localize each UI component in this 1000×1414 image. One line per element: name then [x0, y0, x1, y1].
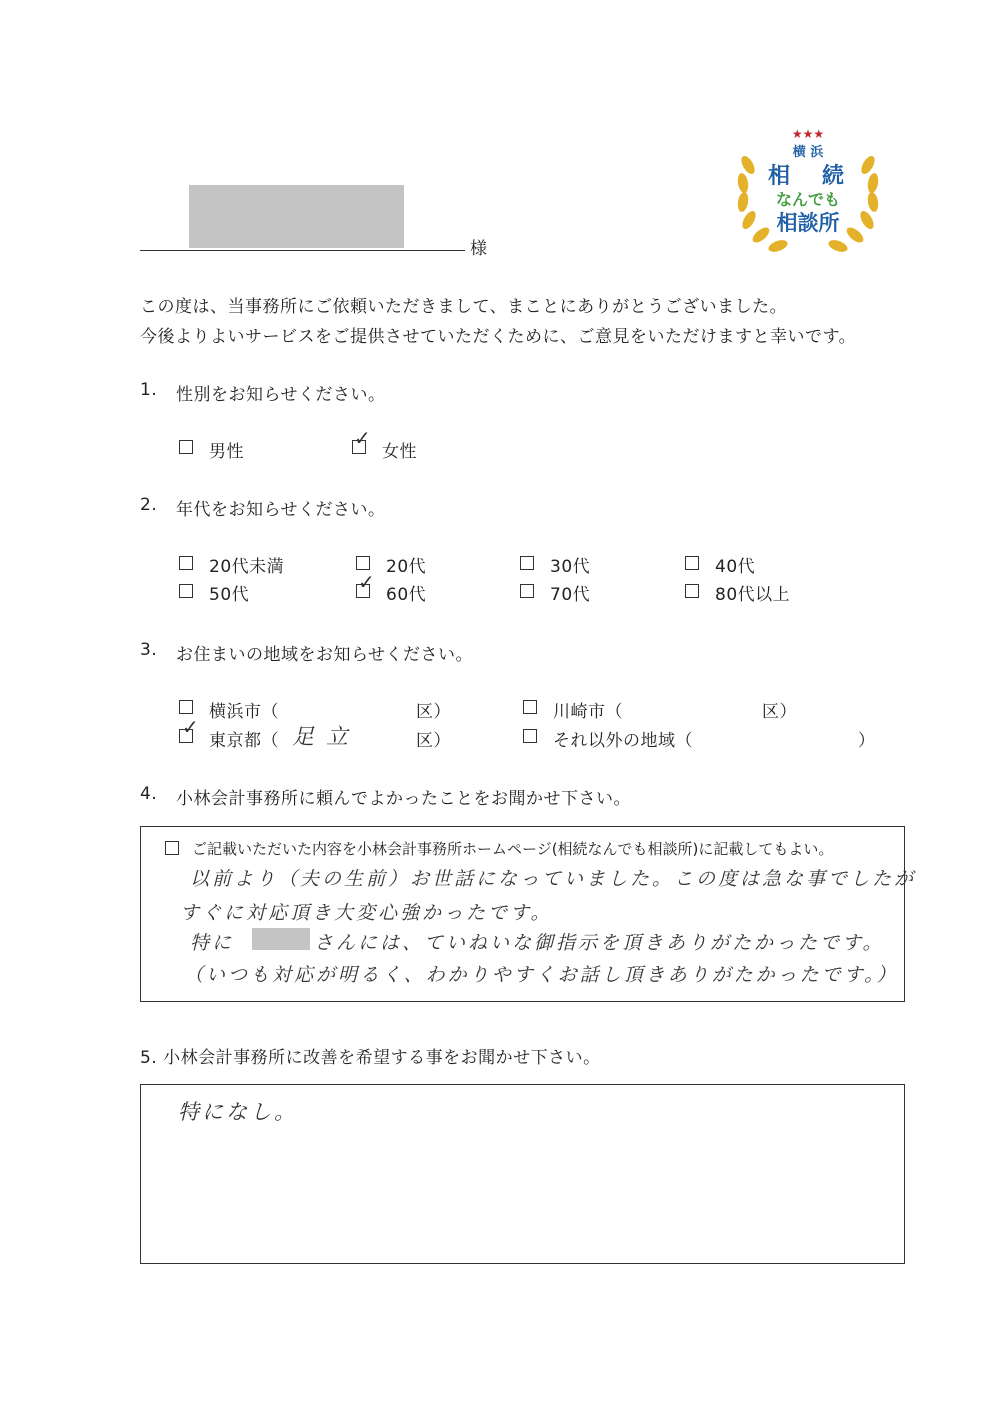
redacted-staff-name [252, 928, 310, 950]
tokyo-label: 東京都（ [209, 731, 279, 751]
q4-answer-line-3-prefix: 特に [190, 932, 235, 954]
checkbox-age-50s[interactable] [179, 584, 193, 598]
age-under20-label: 20代未満 [209, 557, 285, 577]
checkbox-age-80plus[interactable] [685, 584, 699, 598]
age-70s-label: 70代 [550, 585, 591, 605]
consent-label: ご記載いただいた内容を小林会計事務所ホームページ(相続なんでも相談所)に記載してもよい。 [192, 840, 834, 858]
q2-number: 2. [140, 495, 158, 515]
age-50s-label: 50代 [209, 585, 250, 605]
age-40s-label: 40代 [715, 557, 756, 577]
logo-line4: 相談所 [776, 211, 840, 235]
intro-line-2: 今後よりよいサービスをご提供させていただくために、ご意見をいただけますと幸いです。 [140, 327, 857, 347]
q4-title: 小林会計事務所に頼んでよかったことをお聞かせ下さい。 [176, 789, 631, 809]
checkbox-other-region[interactable] [523, 729, 537, 743]
checkbox-yokohama[interactable] [179, 700, 193, 714]
q4-answer-line-1: 以前より（夫の生前）お世話になっていました。この度は急な事でしたが [190, 868, 917, 890]
tokyo-ward: 区） [416, 731, 451, 751]
checkbox-age-30s[interactable] [520, 556, 534, 570]
kawasaki-label: 川崎市（ [553, 702, 623, 722]
name-underline [140, 250, 465, 251]
q2-title: 年代をお知らせください。 [176, 500, 386, 520]
honorific: 様 [470, 239, 488, 259]
tokyo-ward-handwritten: 足立 [292, 725, 361, 750]
q1-number: 1. [140, 380, 158, 400]
logo-line2-left: 相 [768, 164, 791, 189]
logo [734, 125, 882, 260]
checkbox-male[interactable] [179, 440, 193, 454]
check-mark-icon: ✓ [358, 570, 375, 594]
checkbox-age-40s[interactable] [685, 556, 699, 570]
age-30s-label: 30代 [550, 557, 591, 577]
other-region-close: ） [858, 731, 876, 751]
q5-answer: 特になし。 [178, 1100, 298, 1124]
checkbox-age-20s[interactable] [356, 556, 370, 570]
q4-number: 4. [140, 784, 158, 804]
option-female-label: 女性 [382, 442, 417, 462]
logo-line3: なんでも [775, 190, 840, 209]
q3-title: お住まいの地域をお知らせください。 [176, 645, 473, 665]
logo-stars: ★★★ [791, 127, 825, 141]
logo-line2-right: 続 [822, 164, 845, 189]
q5-title: 5. 小林会計事務所に改善を希望する事をお聞かせ下さい。 [140, 1048, 601, 1068]
option-male-label: 男性 [209, 442, 244, 462]
check-mark-icon: ✓ [354, 426, 371, 450]
q3-number: 3. [140, 640, 158, 660]
checkbox-kawasaki[interactable] [523, 700, 537, 714]
other-region-label: それ以外の地域（ [553, 731, 693, 751]
q4-answer-line-3: さんには、ていねいな御指示を頂きありがたかったです。 [314, 932, 885, 954]
checkbox-age-under20[interactable] [179, 556, 193, 570]
q4-answer-line-2: すぐに対応頂き大変心強かったです。 [180, 902, 553, 924]
redacted-name [189, 185, 404, 248]
yokohama-label: 横浜市（ [209, 702, 279, 722]
logo-line1: 横 浜 [792, 145, 824, 160]
q4-answer-line-4: （いつも対応が明るく、わかりやすくお話し頂きありがたかったです。） [184, 964, 899, 986]
checkbox-age-70s[interactable] [520, 584, 534, 598]
age-20s-label: 20代 [386, 557, 427, 577]
kawasaki-ward: 区） [762, 702, 797, 722]
age-80plus-label: 80代以上 [715, 585, 791, 605]
yokohama-ward: 区） [416, 702, 451, 722]
check-mark-icon: ✓ [182, 715, 199, 739]
q1-title: 性別をお知らせください。 [176, 385, 386, 405]
checkbox-consent[interactable] [165, 841, 179, 855]
intro-line-1: この度は、当事務所にご依頼いただきまして、まことにありがとうございました。 [140, 297, 788, 317]
age-60s-label: 60代 [386, 585, 427, 605]
